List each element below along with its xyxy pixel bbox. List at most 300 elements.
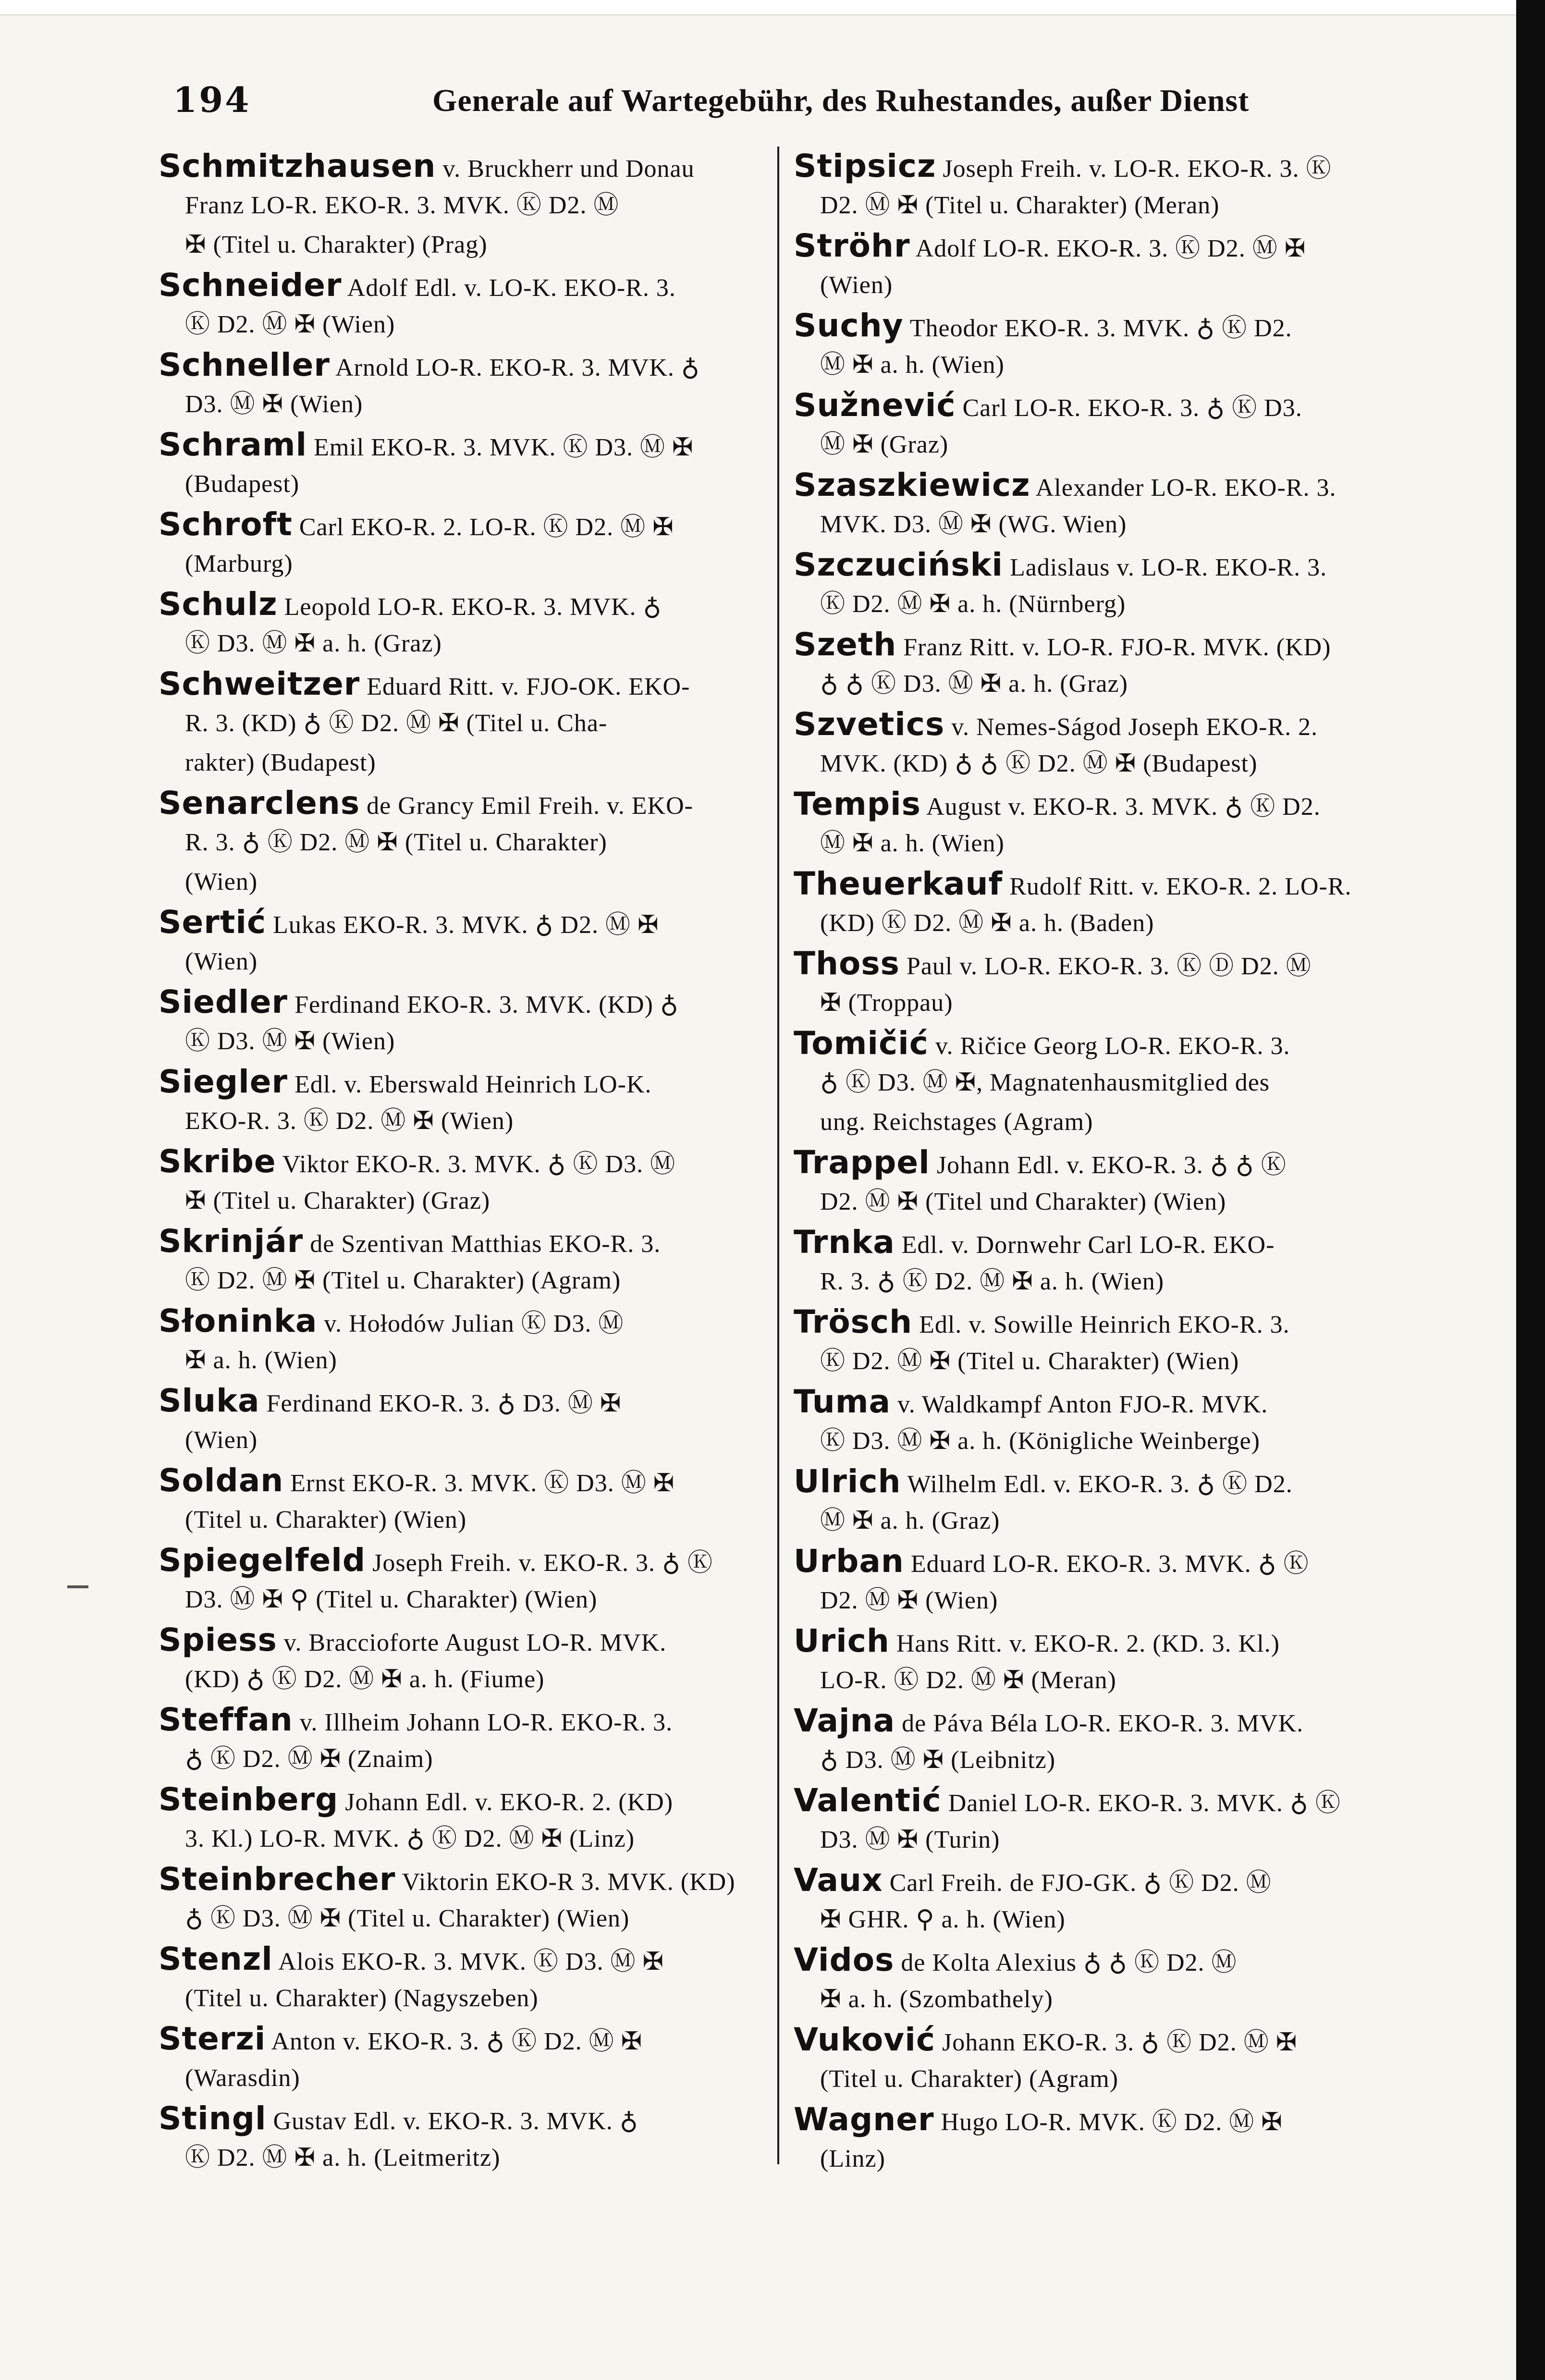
entry-line bbox=[794, 1661, 1428, 1700]
entry-surname: Ströhr bbox=[794, 227, 910, 264]
entry-text: rakter) (Budapest) bbox=[185, 749, 376, 776]
entry-line bbox=[159, 1660, 759, 1699]
entry-text: Edl. v. Sowille Heinrich EKO-R. 3. bbox=[912, 1311, 1290, 1338]
entry-text: Eduard LO-R. EKO-R. 3. MVK. ♁ Ⓚ bbox=[904, 1550, 1309, 1578]
entry-line bbox=[794, 186, 1428, 225]
entry-line bbox=[794, 744, 1428, 784]
entry-text: ✠ (Titel u. Charakter) (Graz) bbox=[185, 1187, 490, 1215]
entry-line bbox=[159, 465, 759, 504]
entry-text: D3. Ⓜ ✠ (Turin) bbox=[820, 1826, 1000, 1853]
directory-entry bbox=[794, 1861, 1428, 1940]
entry-text: (Budapest) bbox=[185, 470, 300, 498]
entry-surname: Trappel bbox=[794, 1144, 930, 1181]
entry-text: (Wien) bbox=[820, 271, 893, 299]
directory-entry bbox=[794, 386, 1428, 466]
directory-entry bbox=[794, 625, 1428, 705]
entry-surname: Sluka bbox=[159, 1382, 260, 1419]
entry-text: Gustav Edl. v. EKO-R. 3. MVK. ♁ bbox=[266, 2108, 638, 2135]
entry-line bbox=[159, 147, 759, 186]
directory-entry bbox=[159, 903, 759, 982]
entry-line bbox=[159, 1500, 759, 1540]
entry-text: Ferdinand EKO-R. 3. MVK. (KD) ♁ bbox=[288, 991, 679, 1018]
entry-text: Rudolf Ritt. v. EKO-R. 2. LO-R. bbox=[1003, 873, 1352, 900]
entry-line bbox=[794, 545, 1428, 585]
entry-line bbox=[794, 466, 1428, 505]
entry-line bbox=[794, 1024, 1428, 1063]
column-divider bbox=[777, 147, 779, 2164]
entry-surname: Ulrich bbox=[794, 1463, 901, 1500]
entry-line bbox=[794, 785, 1428, 824]
entry-text: Ⓚ D2. Ⓜ ✠ (Wien) bbox=[185, 311, 395, 338]
right-column bbox=[794, 147, 1428, 2180]
entry-surname: Słoninka bbox=[159, 1302, 318, 1339]
entry-text: Joseph Freih. v. EKO-R. 3. ♁ Ⓚ bbox=[366, 1549, 713, 1577]
entry-line bbox=[159, 1899, 759, 1938]
entry-line bbox=[159, 266, 759, 305]
entry-line bbox=[159, 1740, 759, 1779]
directory-entry bbox=[159, 1700, 759, 1780]
entry-line bbox=[794, 1422, 1428, 1461]
entry-line bbox=[794, 1701, 1428, 1741]
scan-right-edge bbox=[1516, 0, 1545, 2380]
entry-text: Theodor EKO-R. 3. MVK. ♁ Ⓚ D2. bbox=[903, 315, 1292, 342]
entry-line bbox=[794, 306, 1428, 345]
entry-line bbox=[794, 1501, 1428, 1541]
entry-line bbox=[159, 1860, 759, 1899]
entry-surname: Stenzl bbox=[159, 1940, 273, 1977]
entry-line bbox=[159, 1142, 759, 1181]
entry-surname: Schneller bbox=[159, 346, 330, 383]
entry-line bbox=[794, 944, 1428, 983]
entry-line bbox=[159, 982, 759, 1022]
entry-line bbox=[159, 823, 759, 862]
entry-line bbox=[159, 1580, 759, 1619]
entry-line bbox=[159, 2138, 759, 2178]
margin-mark bbox=[67, 1585, 88, 1588]
entry-line bbox=[159, 1381, 759, 1421]
entry-text: Franz LO-R. EKO-R. 3. MVK. Ⓚ D2. Ⓜ bbox=[185, 192, 619, 219]
entry-surname: Schmitzhausen bbox=[159, 147, 436, 184]
entry-surname: Sertić bbox=[159, 904, 267, 941]
entry-line bbox=[794, 1781, 1428, 1820]
entry-text: v. Ričice Georg LO-R. EKO-R. 3. bbox=[928, 1032, 1290, 1060]
entry-text: Ladislaus v. LO-R. EKO-R. 3. bbox=[1003, 554, 1327, 581]
entry-text: (Marburg) bbox=[185, 550, 293, 577]
entry-line bbox=[159, 2099, 759, 2138]
page-number: 194 bbox=[173, 79, 251, 120]
entry-line bbox=[794, 1621, 1428, 1661]
running-head: Generale auf Wartegebühr, des Ruhestandes, außer Dienst bbox=[432, 83, 1250, 118]
entry-text: Ⓚ D2. Ⓜ ✠ (Titel u. Charakter) (Agram) bbox=[185, 1267, 621, 1294]
entry-text: de Kolta Alexius ♁ ♁ Ⓚ D2. Ⓜ bbox=[894, 1949, 1237, 1976]
entry-line bbox=[159, 1421, 759, 1460]
entry-line bbox=[159, 743, 759, 783]
entry-text: Paul v. LO-R. EKO-R. 3. Ⓚ Ⓓ D2. Ⓜ bbox=[899, 953, 1312, 980]
entry-line bbox=[794, 904, 1428, 943]
entry-text: ♁ ♁ Ⓚ D3. Ⓜ ✠ a. h. (Graz) bbox=[820, 670, 1128, 698]
entry-text: v. Bruckherr und Donau bbox=[436, 155, 695, 183]
directory-entry bbox=[794, 1024, 1428, 1143]
entry-surname: Suchy bbox=[794, 307, 904, 344]
directory-entry bbox=[794, 864, 1428, 944]
entry-line bbox=[794, 2100, 1428, 2139]
entry-line bbox=[794, 1861, 1428, 1900]
entry-line bbox=[159, 225, 759, 265]
entry-text: v. Hołodów Julian Ⓚ D3. Ⓜ bbox=[317, 1310, 624, 1337]
entry-text: Daniel LO-R. EKO-R. 3. MVK. ♁ Ⓚ bbox=[941, 1790, 1341, 1817]
entry-surname: Tempis bbox=[794, 785, 921, 822]
entry-surname: Steffan bbox=[159, 1701, 293, 1738]
directory-entry bbox=[159, 2019, 759, 2099]
entry-text: Alexander LO-R. EKO-R. 3. bbox=[1030, 474, 1337, 502]
directory-entry bbox=[794, 785, 1428, 864]
entry-text: Adolf LO-R. EKO-R. 3. Ⓚ D2. Ⓜ ✠ bbox=[910, 235, 1306, 262]
entry-line bbox=[794, 1462, 1428, 1501]
entry-surname: Schroft bbox=[159, 506, 293, 543]
entry-line bbox=[794, 664, 1428, 704]
directory-entry bbox=[159, 425, 759, 505]
entry-line bbox=[159, 1301, 759, 1341]
entry-line bbox=[794, 1940, 1428, 1980]
entry-line bbox=[794, 266, 1428, 305]
directory-entry bbox=[159, 147, 759, 266]
entry-line bbox=[159, 704, 759, 743]
entry-line bbox=[159, 1700, 759, 1740]
entry-line bbox=[159, 903, 759, 942]
directory-entry bbox=[794, 2020, 1428, 2100]
entry-surname: Spiess bbox=[159, 1621, 277, 1658]
entry-text: Arnold LO-R. EKO-R. 3. MVK. ♁ bbox=[330, 354, 700, 381]
entry-text: Eduard Ritt. v. FJO-OK. EKO- bbox=[360, 673, 690, 700]
entry-text: MVK. D3. Ⓜ ✠ (WG. Wien) bbox=[820, 511, 1127, 538]
entry-line bbox=[794, 1342, 1428, 1381]
entry-surname: Schweitzer bbox=[159, 665, 360, 702]
entry-text: (Wien) bbox=[185, 948, 258, 975]
entry-text: R. 3. ♁ Ⓚ D2. Ⓜ ✠ a. h. (Wien) bbox=[820, 1268, 1165, 1295]
entry-text: (Titel u. Charakter) (Nagyszeben) bbox=[185, 1985, 539, 2012]
entry-text: (Wien) bbox=[185, 868, 258, 896]
entry-line bbox=[159, 385, 759, 424]
entry-text: (Linz) bbox=[820, 2145, 885, 2172]
entry-line bbox=[794, 505, 1428, 544]
entry-line bbox=[794, 1063, 1428, 1103]
entry-text: EKO-R. 3. Ⓚ D2. Ⓜ ✠ (Wien) bbox=[185, 1107, 514, 1135]
entry-text: v. Nemes-Ságod Joseph EKO-R. 2. bbox=[944, 713, 1318, 741]
entry-line bbox=[159, 544, 759, 584]
directory-entry bbox=[794, 226, 1428, 306]
entry-surname: Szeth bbox=[794, 626, 897, 663]
entry-text: de Szentivan Matthias EKO-R. 3. bbox=[303, 1230, 661, 1258]
entry-surname: Sužnević bbox=[794, 387, 956, 424]
entry-text: ung. Reichstages (Agram) bbox=[820, 1108, 1093, 1136]
entry-text: Ⓚ D3. Ⓜ ✠ a. h. (Königliche Weinberge) bbox=[820, 1427, 1260, 1455]
directory-entry bbox=[794, 1462, 1428, 1542]
entry-surname: Siegler bbox=[159, 1063, 288, 1100]
entry-line bbox=[794, 625, 1428, 664]
entry-line bbox=[159, 305, 759, 344]
entry-text: Hugo LO-R. MVK. Ⓚ D2. Ⓜ ✠ bbox=[934, 2109, 1283, 2136]
entry-surname: Soldan bbox=[159, 1462, 284, 1499]
entry-line bbox=[794, 1980, 1428, 2019]
entry-line bbox=[159, 1062, 759, 1102]
entry-text: (Wien) bbox=[185, 1426, 258, 1454]
entry-text: Ⓚ D3. Ⓜ ✠ a. h. (Graz) bbox=[185, 630, 442, 657]
entry-text: Anton v. EKO-R. 3. ♁ Ⓚ D2. Ⓜ ✠ bbox=[266, 2028, 643, 2055]
entry-line bbox=[159, 1620, 759, 1660]
entry-line bbox=[159, 1780, 759, 1819]
entry-surname: Wagner bbox=[794, 2101, 934, 2138]
entry-surname: Valentić bbox=[794, 1782, 942, 1819]
directory-entry bbox=[794, 1542, 1428, 1621]
directory-entry bbox=[159, 664, 759, 784]
entry-surname: Stingl bbox=[159, 2100, 267, 2137]
entry-line bbox=[159, 1819, 759, 1859]
entry-surname: Urich bbox=[794, 1622, 890, 1659]
entry-text: Ⓚ D3. Ⓜ ✠ (Wien) bbox=[185, 1028, 395, 1055]
directory-entry bbox=[159, 1780, 759, 1860]
directory-entry bbox=[794, 1223, 1428, 1302]
entry-surname: Steinberg bbox=[159, 1781, 339, 1818]
entry-surname: Theuerkauf bbox=[794, 865, 1003, 902]
directory-entry bbox=[159, 1620, 759, 1700]
entry-line bbox=[159, 1939, 759, 1979]
entry-text: Viktorin EKO-R 3. MVK. (KD) bbox=[395, 1868, 736, 1896]
entry-text: Ⓜ ✠ (Graz) bbox=[820, 431, 949, 458]
directory-entry bbox=[794, 944, 1428, 1024]
entry-line bbox=[794, 147, 1428, 186]
entry-text: Franz Ritt. v. LO-R. FJO-R. MVK. (KD) bbox=[896, 634, 1331, 661]
entry-text: Viktor EKO-R. 3. MVK. ♁ Ⓚ D3. Ⓜ bbox=[276, 1151, 676, 1178]
entry-text: Johann Edl. v. EKO-R. 3. ♁ ♁ Ⓚ bbox=[930, 1152, 1287, 1179]
entry-line bbox=[159, 862, 759, 902]
entry-text: ♁ Ⓚ D3. Ⓜ ✠, Magnatenhausmitglied des bbox=[820, 1069, 1270, 1096]
entry-line bbox=[794, 425, 1428, 465]
entry-line bbox=[159, 1341, 759, 1380]
entry-line bbox=[794, 864, 1428, 904]
entry-surname: Vidos bbox=[794, 1941, 895, 1978]
entry-surname: Schraml bbox=[159, 426, 307, 463]
entry-text: Hans Ritt. v. EKO-R. 2. (KD. 3. Kl.) bbox=[889, 1630, 1280, 1657]
entry-text: (Titel u. Charakter) (Wien) bbox=[185, 1506, 467, 1534]
entry-text: Lukas EKO-R. 3. MVK. ♁ D2. Ⓜ ✠ bbox=[266, 911, 659, 939]
entry-surname: Schneider bbox=[159, 267, 342, 304]
directory-entry bbox=[159, 1541, 759, 1620]
directory-entry bbox=[159, 1142, 759, 1222]
entry-text: ✠ a. h. (Wien) bbox=[185, 1347, 337, 1374]
scan-top-edge bbox=[0, 0, 1545, 15]
entry-line bbox=[794, 2139, 1428, 2179]
entry-text: Leopold LO-R. EKO-R. 3. MVK. ♁ bbox=[277, 593, 662, 621]
entry-text: v. Braccioforte August LO-R. MVK. bbox=[277, 1629, 667, 1656]
entry-text: LO-R. Ⓚ D2. Ⓜ ✠ (Meran) bbox=[820, 1667, 1116, 1694]
directory-entry bbox=[159, 1381, 759, 1461]
directory-entry bbox=[794, 1940, 1428, 2020]
entry-line bbox=[794, 1143, 1428, 1182]
entry-text: ♁ Ⓚ D2. Ⓜ ✠ (Znaim) bbox=[185, 1745, 433, 1773]
entry-text: D2. Ⓜ ✠ (Titel u. Charakter) (Meran) bbox=[820, 192, 1220, 219]
entry-text: ✠ (Troppau) bbox=[820, 989, 953, 1017]
entry-line bbox=[794, 226, 1428, 266]
entry-text: de Grancy Emil Freih. v. EKO- bbox=[360, 792, 693, 820]
entry-text: (KD) Ⓚ D2. Ⓜ ✠ a. h. (Baden) bbox=[820, 909, 1154, 937]
directory-entry bbox=[159, 1860, 759, 1939]
entry-text: Joseph Freih. v. LO-R. EKO-R. 3. Ⓚ bbox=[936, 155, 1332, 183]
entry-line bbox=[159, 1979, 759, 2018]
directory-entry bbox=[159, 982, 759, 1062]
entry-text: Ernst EKO-R. 3. MVK. Ⓚ D3. Ⓜ ✠ bbox=[283, 1470, 675, 1497]
entry-text: Carl EKO-R. 2. LO-R. Ⓚ D2. Ⓜ ✠ bbox=[292, 514, 674, 541]
entry-text: ✠ a. h. (Szombathely) bbox=[820, 1986, 1053, 2013]
entry-text: August v. EKO-R. 3. MVK. ♁ Ⓚ D2. bbox=[920, 793, 1321, 821]
entry-text: Ferdinand EKO-R. 3. ♁ D3. Ⓜ ✠ bbox=[259, 1390, 622, 1417]
entry-text: MVK. (KD) ♁ ♁ Ⓚ D2. Ⓜ ✠ (Budapest) bbox=[820, 750, 1258, 777]
directory-entry bbox=[794, 2100, 1428, 2180]
entry-line bbox=[159, 1022, 759, 1061]
entry-line bbox=[159, 1461, 759, 1500]
entry-text: ♁ Ⓚ D3. Ⓜ ✠ (Titel u. Charakter) (Wien) bbox=[185, 1905, 630, 1932]
entry-surname: Thoss bbox=[794, 945, 900, 982]
directory-entry bbox=[159, 1222, 759, 1301]
entry-text: Ⓜ ✠ a. h. (Wien) bbox=[820, 351, 1005, 379]
entry-line bbox=[794, 1223, 1428, 1262]
entry-surname: Tomičić bbox=[794, 1025, 929, 1062]
directory-entry bbox=[794, 1382, 1428, 1462]
entry-line bbox=[159, 1181, 759, 1221]
entry-line bbox=[794, 1581, 1428, 1620]
entry-text: Johann EKO-R. 3. ♁ Ⓚ D2. Ⓜ ✠ bbox=[935, 2029, 1298, 2056]
entry-line bbox=[794, 1262, 1428, 1301]
entry-line bbox=[794, 585, 1428, 624]
directory-entry bbox=[794, 306, 1428, 386]
entry-surname: Skrinjár bbox=[159, 1223, 304, 1260]
entry-text: de Páva Béla LO-R. EKO-R. 3. MVK. bbox=[895, 1710, 1304, 1737]
entry-text: Carl LO-R. EKO-R. 3. ♁ Ⓚ D3. bbox=[956, 394, 1302, 422]
entry-line bbox=[794, 824, 1428, 863]
entry-line bbox=[159, 2059, 759, 2098]
entry-line bbox=[159, 1261, 759, 1300]
directory-entry bbox=[794, 1302, 1428, 1382]
entry-line bbox=[794, 705, 1428, 744]
entry-line bbox=[159, 1222, 759, 1261]
entry-text: Ⓚ D2. Ⓜ ✠ a. h. (Leitmeritz) bbox=[185, 2144, 501, 2171]
entry-line bbox=[159, 1102, 759, 1141]
entry-text: Johann Edl. v. EKO-R. 2. (KD) bbox=[338, 1789, 674, 1816]
entry-surname: Siedler bbox=[159, 983, 288, 1020]
entry-line bbox=[794, 1741, 1428, 1780]
entry-text: 3. Kl.) LO-R. MVK. ♁ Ⓚ D2. Ⓜ ✠ (Linz) bbox=[185, 1825, 635, 1852]
entry-text: Carl Freih. de FJO-GK. ♁ Ⓚ D2. Ⓜ bbox=[883, 1869, 1272, 1897]
directory-entry bbox=[794, 147, 1428, 226]
entry-line bbox=[794, 345, 1428, 385]
entry-text: Edl. v. Dornwehr Carl LO-R. EKO- bbox=[895, 1231, 1275, 1259]
entry-surname: Vajna bbox=[794, 1702, 895, 1739]
entry-line bbox=[159, 505, 759, 544]
entry-line bbox=[794, 386, 1428, 425]
entry-line bbox=[794, 2020, 1428, 2060]
directory-entry bbox=[159, 345, 759, 425]
entry-surname: Szvetics bbox=[794, 706, 945, 743]
entry-surname: Schulz bbox=[159, 586, 278, 623]
entry-line bbox=[794, 1900, 1428, 1939]
directory-entry bbox=[159, 585, 759, 664]
entry-text: Ⓚ D2. Ⓜ ✠ (Titel u. Charakter) (Wien) bbox=[820, 1348, 1239, 1375]
entry-text: Edl. v. Eberswald Heinrich LO-K. bbox=[288, 1071, 652, 1098]
entry-surname: Vuković bbox=[794, 2021, 935, 2058]
entry-line bbox=[159, 186, 759, 225]
entry-text: Alois EKO-R. 3. MVK. Ⓚ D3. Ⓜ ✠ bbox=[272, 1948, 664, 1975]
entry-surname: Skribe bbox=[159, 1143, 276, 1180]
entry-surname: Szaszkiewicz bbox=[794, 466, 1030, 503]
entry-surname: Trösch bbox=[794, 1303, 913, 1340]
entry-text: (Titel u. Charakter) (Agram) bbox=[820, 2065, 1119, 2093]
entry-text: Emil EKO-R. 3. MVK. Ⓚ D3. Ⓜ ✠ bbox=[307, 434, 694, 461]
entry-surname: Steinbrecher bbox=[159, 1861, 396, 1898]
directory-entry bbox=[159, 1461, 759, 1541]
directory-entry bbox=[794, 545, 1428, 625]
entry-line bbox=[159, 942, 759, 981]
entry-text: (Warasdin) bbox=[185, 2064, 300, 2092]
entry-text: Ⓜ ✠ a. h. (Wien) bbox=[820, 830, 1005, 857]
entry-text: ✠ GHR. ⚲ a. h. (Wien) bbox=[820, 1906, 1066, 1933]
directory-entry bbox=[159, 1062, 759, 1142]
directory-entry bbox=[794, 705, 1428, 785]
entry-text: Ⓜ ✠ a. h. (Graz) bbox=[820, 1507, 1000, 1534]
directory-entry bbox=[159, 505, 759, 585]
entry-line bbox=[159, 664, 759, 704]
entry-line bbox=[159, 1541, 759, 1580]
directory-entry bbox=[794, 1781, 1428, 1861]
entry-text: R. 3. ♁ Ⓚ D2. Ⓜ ✠ (Titel u. Charakter) bbox=[185, 829, 607, 856]
directory-entry bbox=[159, 1939, 759, 2019]
entry-text: Adolf Edl. v. LO-K. EKO-R. 3. bbox=[342, 274, 676, 302]
entry-text: v. Illheim Johann LO-R. EKO-R. 3. bbox=[293, 1709, 673, 1736]
entry-surname: Tuma bbox=[794, 1383, 891, 1420]
entry-line bbox=[794, 1820, 1428, 1860]
entry-surname: Szczuciński bbox=[794, 546, 1004, 583]
entry-line bbox=[794, 1542, 1428, 1581]
entry-text: v. Waldkampf Anton FJO-R. MVK. bbox=[891, 1391, 1268, 1418]
directory-entry bbox=[794, 466, 1428, 545]
entry-line bbox=[794, 1182, 1428, 1222]
entry-text: (KD) ♁ Ⓚ D2. Ⓜ ✠ a. h. (Fiume) bbox=[185, 1666, 545, 1693]
entry-line bbox=[794, 1382, 1428, 1422]
entry-line bbox=[159, 585, 759, 624]
entry-line bbox=[159, 2019, 759, 2059]
entry-text: ✠ (Titel u. Charakter) (Prag) bbox=[185, 231, 488, 258]
entry-line bbox=[159, 345, 759, 385]
entry-text: D3. Ⓜ ✠ (Wien) bbox=[185, 391, 363, 418]
directory-entry bbox=[794, 1143, 1428, 1223]
entry-line bbox=[159, 425, 759, 465]
entry-line bbox=[159, 784, 759, 823]
directory-entry bbox=[159, 2099, 759, 2179]
directory-entry bbox=[159, 784, 759, 903]
left-column bbox=[159, 147, 759, 2179]
entry-text: ♁ D3. Ⓜ ✠ (Leibnitz) bbox=[820, 1746, 1056, 1774]
entry-text: Wilhelm Edl. v. EKO-R. 3. ♁ Ⓚ D2. bbox=[901, 1471, 1293, 1498]
entry-surname: Sterzi bbox=[159, 2020, 266, 2057]
entry-line bbox=[794, 1302, 1428, 1342]
entry-line bbox=[794, 2060, 1428, 2099]
directory-entry bbox=[159, 266, 759, 345]
entry-surname: Spiegelfeld bbox=[159, 1542, 366, 1579]
directory-entry bbox=[159, 1301, 759, 1381]
entry-line bbox=[794, 983, 1428, 1023]
entry-surname: Stipsicz bbox=[794, 147, 936, 184]
entry-surname: Trnka bbox=[794, 1224, 895, 1261]
entry-text: D2. Ⓜ ✠ (Wien) bbox=[820, 1587, 998, 1614]
entry-surname: Urban bbox=[794, 1543, 904, 1580]
